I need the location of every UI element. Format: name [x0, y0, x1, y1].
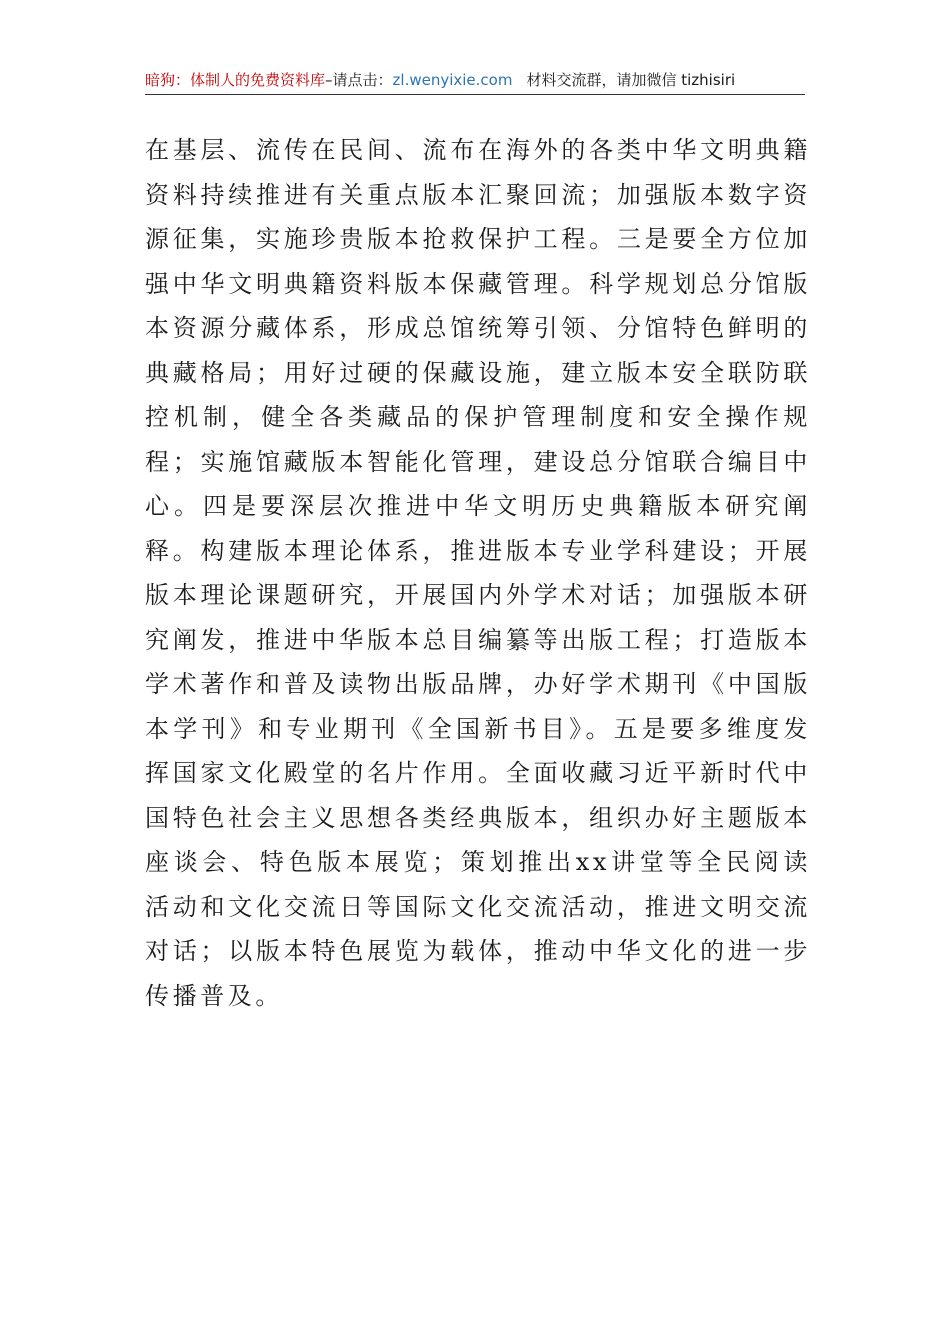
header-contact: 材料交流群，请加微信 tizhisiri	[526, 71, 736, 89]
header-link[interactable]: zl.wenyixie.com	[392, 71, 513, 89]
header-brand: 暗狗：体制人的免费资料库	[145, 71, 326, 89]
document-body	[145, 128, 811, 1018]
page-header	[145, 66, 805, 95]
body-paragraph: 在基层、流传在民间、流布在海外的各类中华文明典籍资料持续推进有关重点版本汇聚回流；加强版本数字资源征集，实施珍贵版本抢救保护工程。三是要全方位加强中华文明典籍资料版本保藏管理。科学规划总分馆版本资源分藏体系，形成总馆统筹引领、分馆特色鲜明的典藏格局；用好过硬的保藏设施，建立版本安全联防联控机制，健全各类藏品的保护管理制度和安全操作规程；实施馆藏版本智能化管理，建设总分馆联合编目中心。四是要深层次推进中华文明历史典籍版本研究阐释。构建版本理论体系，推进版本专业学科建设；开展版本理论课题研究，开展国内外学术对话；加强版本研究阐发，推进中华版本总目编纂等出版工程；打造版本学术著作和普及读物出版品牌，办好学术期刊《中国版本学刊》和专业期刊《全国新书目》。五是要多维度发挥国家文化殿堂的名片作用。全面收藏习近平新时代中国特色社会主义思想各类经典版本，组织办好主题版本座谈会、特色版本展览；策划推出xx讲堂等全民阅读活动和文化交流日等国际文化交流活动，推进文明交流对话；以版本特色展览为载体，推动中华文化的进一步传播普及。	[145, 136, 811, 1010]
header-click-prompt: –请点击：	[325, 71, 393, 89]
